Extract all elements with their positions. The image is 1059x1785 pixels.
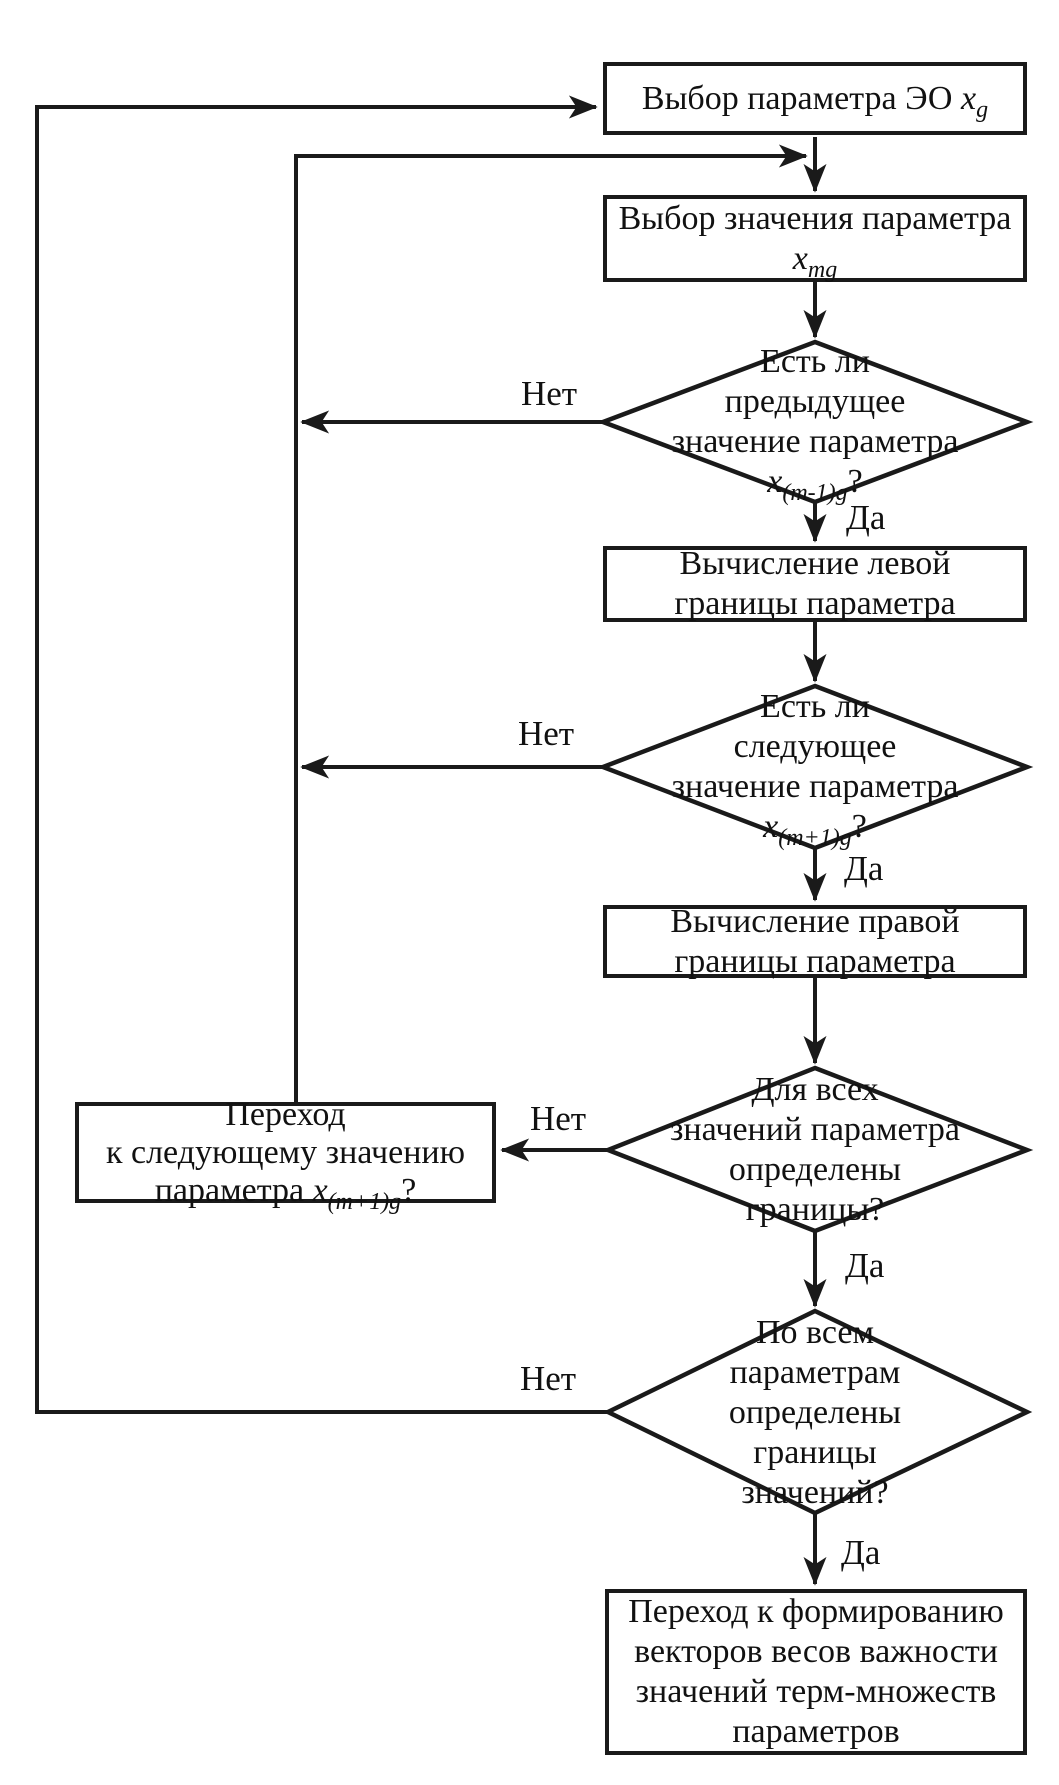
final-line4: параметров [732, 1713, 900, 1750]
has-next-question: ? [851, 808, 867, 845]
process-select-param-label [641, 79, 989, 123]
select-value-line2 [792, 239, 838, 283]
all-values-line4: границы? [745, 1191, 885, 1228]
has-next-sub: (m+1)g [778, 824, 852, 851]
process-select-value [603, 195, 1027, 282]
has-next-var: x [763, 808, 779, 845]
process-select-param [603, 62, 1027, 135]
next-value-line1: Переход [225, 1095, 346, 1133]
label-no-has-next: Нет [518, 714, 575, 753]
select-value-line1: Выбор значения параметра [618, 199, 1012, 237]
select-value-var: x [792, 239, 808, 277]
label-no-all-params: Нет [520, 1359, 577, 1398]
label-yes-has-prev: Да [846, 498, 886, 537]
next-value-sub: (m+1)g [327, 1188, 402, 1215]
calc-right-line2: границы параметра [674, 942, 956, 980]
process-calc-right-bound [603, 902, 1027, 980]
decision-has-prev-value-label [600, 342, 1030, 506]
process-final [605, 1589, 1027, 1755]
decision-all-params-bounded-label [600, 1313, 1030, 1513]
has-next-line2: следующее [733, 728, 897, 765]
has-prev-line4 [600, 462, 1030, 506]
select-param-sub: g [976, 96, 989, 123]
label-yes-all-values: Да [845, 1246, 885, 1285]
select-param-var: x [961, 79, 977, 117]
all-params-line1: По всем [755, 1314, 875, 1351]
calc-left-line1: Вычисление левой [679, 545, 951, 582]
all-values-line2: значений параметра [670, 1111, 960, 1148]
select-value-sub: mg [807, 256, 838, 283]
process-next-value [75, 1095, 496, 1215]
label-yes-has-next: Да [844, 849, 884, 888]
next-value-question: ? [401, 1171, 417, 1209]
decision-has-next-value-label [600, 687, 1030, 851]
has-prev-line2: предыдущее [724, 383, 906, 420]
label-yes-all-params: Да [841, 1533, 881, 1572]
process-calc-left-bound [603, 546, 1027, 622]
all-params-line5: значений? [741, 1474, 889, 1511]
has-next-line3: значение параметра [671, 768, 959, 805]
decision-all-values-bounded-label [600, 1070, 1030, 1230]
calc-right-line1: Вычисление правой [670, 902, 960, 940]
has-prev-line1: Есть ли [760, 343, 870, 380]
final-line1: Переход к формированию [628, 1593, 1004, 1630]
has-prev-line3: значение параметра [671, 423, 959, 460]
has-prev-question: ? [847, 463, 863, 500]
label-no-all-values: Нет [530, 1099, 587, 1138]
final-line2: векторов весов важности [634, 1633, 998, 1670]
all-values-line3: определены [728, 1151, 902, 1188]
final-line3: значений терм-множеств [635, 1673, 997, 1710]
has-prev-var: x [767, 463, 783, 500]
all-params-line2: параметрам [729, 1354, 901, 1391]
all-values-line1: Для всех [751, 1071, 879, 1108]
edge-all-params-no-outer-loop [37, 107, 608, 1412]
has-next-line4 [600, 807, 1030, 851]
all-params-line4: границы [753, 1434, 877, 1471]
next-value-line2: к следующему значению [105, 1133, 466, 1171]
next-value-line3-text: параметра [154, 1171, 313, 1209]
has-next-line1: Есть ли [760, 688, 870, 725]
all-params-line3: определены [728, 1394, 902, 1431]
calc-left-line2: границы параметра [674, 585, 956, 622]
next-value-var: x [312, 1171, 328, 1209]
next-value-line3 [154, 1171, 417, 1215]
select-param-text: Выбор параметра ЭО [641, 79, 961, 117]
label-no-has-prev: Нет [521, 374, 578, 413]
has-prev-sub: (m-1)g [782, 479, 848, 506]
